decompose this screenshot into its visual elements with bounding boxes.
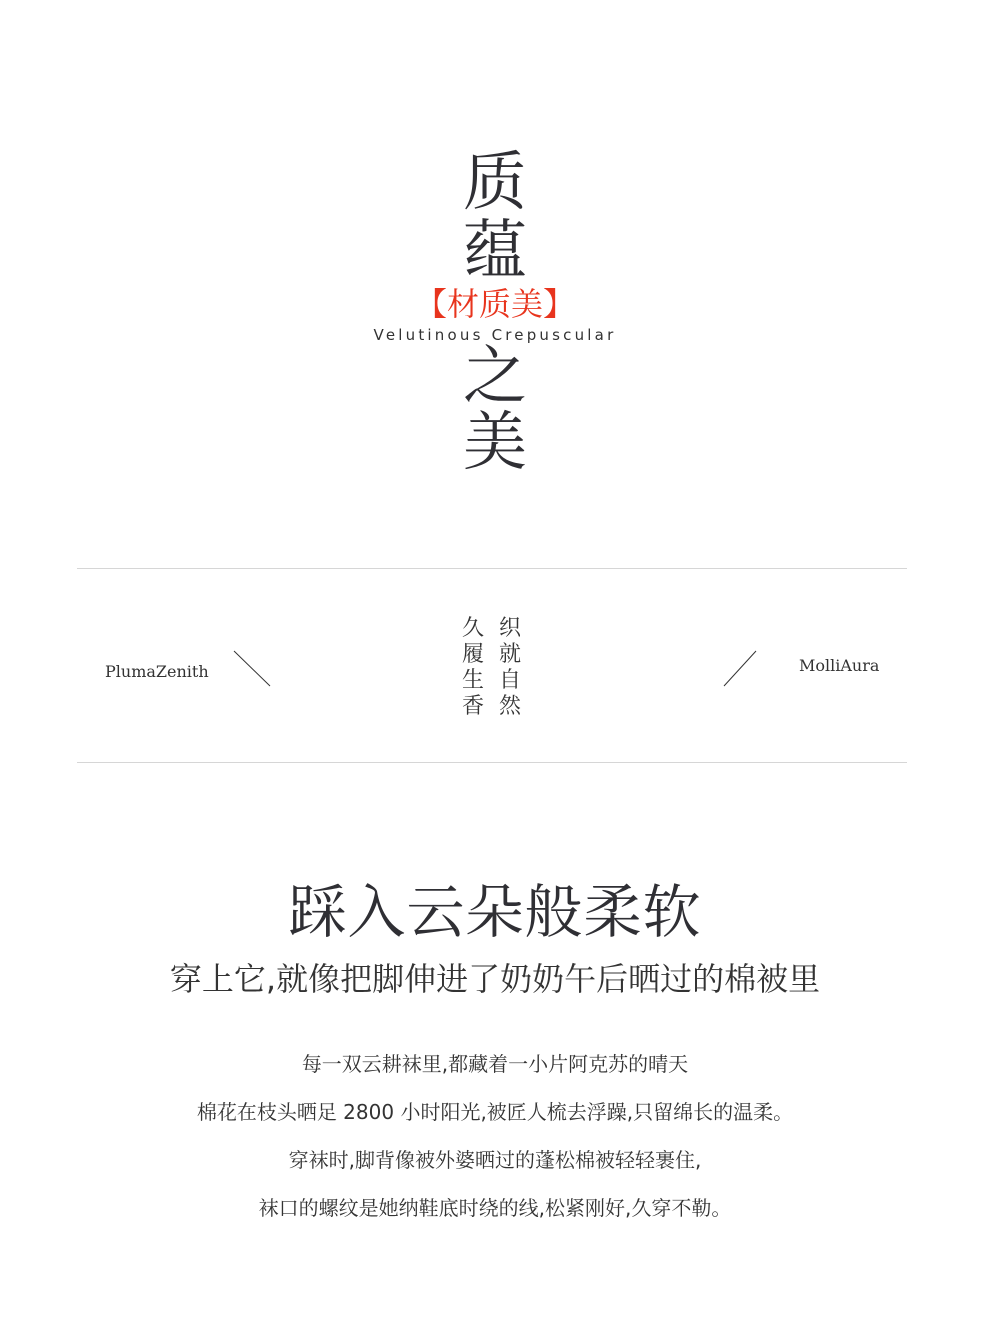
brand-right: MolliAura: [799, 656, 880, 675]
material-tag: 【材质美】: [414, 285, 575, 323]
body-line-3: 穿袜时,脚背像被外婆晒过的蓬松棉被轻轻裹住,: [288, 1148, 702, 1172]
title-char-2: 蕴: [463, 214, 527, 288]
slash-left-icon: [232, 650, 272, 688]
body-line-2: 棉花在枝头晒足 2800 小时阳光,被匠人梳去浮躁,只留绵长的温柔。: [196, 1100, 794, 1124]
english-subtitle: Velutinous Crepuscular: [373, 326, 617, 344]
title-char-3: 之: [463, 340, 527, 414]
main-heading: 踩入云朵般柔软: [288, 878, 702, 946]
slash-right-icon: [722, 650, 758, 688]
title-char-1: 质: [463, 146, 527, 220]
body-line-1: 每一双云耕袜里,都藏着一小片阿克苏的晴天: [301, 1052, 689, 1076]
divider-top: [77, 568, 907, 569]
divider-bottom: [77, 762, 907, 763]
body-line-4: 袜口的螺纹是她纳鞋底时绕的线,松紧刚好,久穿不勒。: [258, 1196, 732, 1220]
sub-heading: 穿上它,就像把脚伸进了奶奶午后晒过的棉被里: [169, 960, 821, 998]
title-char-4: 美: [463, 406, 527, 480]
verse-right: 织 就 自 然: [498, 616, 521, 719]
verse-left: 久 履 生 香: [461, 616, 484, 719]
brand-left: PlumaZenith: [105, 662, 209, 681]
